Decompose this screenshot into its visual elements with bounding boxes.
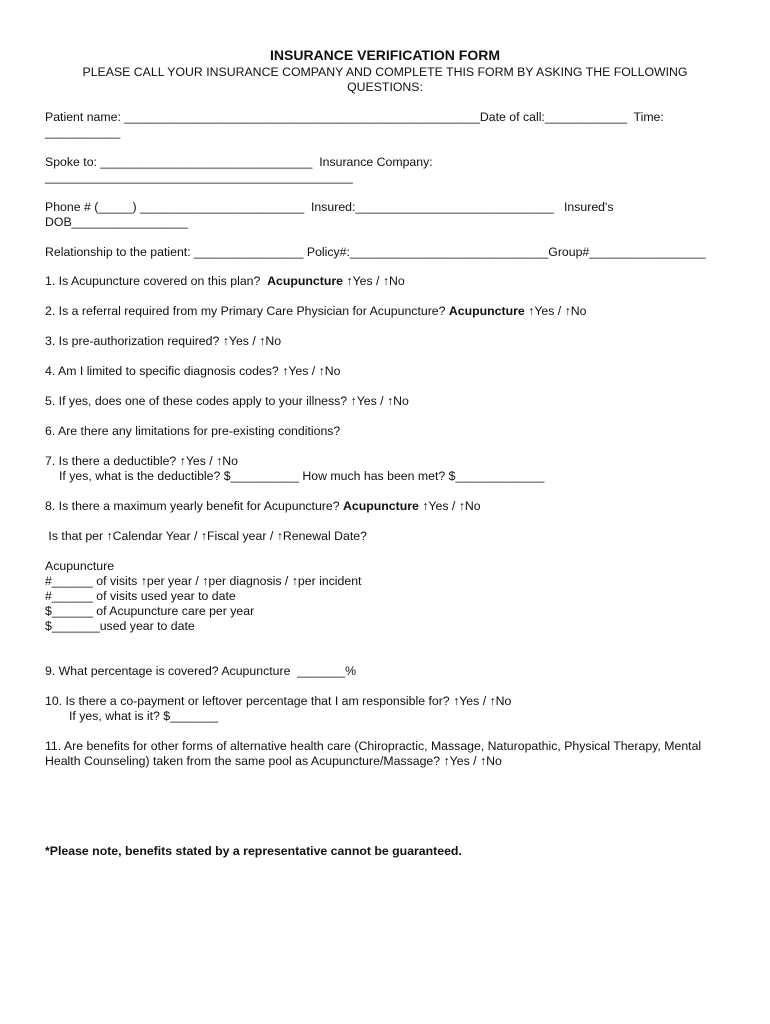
question-6: 6. Are there any limitations for pre-existing conditions? bbox=[45, 424, 341, 438]
visits-per-line[interactable]: #______ of visits ↑per year / ↑per diagnosis / ↑per incident bbox=[45, 574, 362, 588]
question-1-text: 1. Is Acupuncture covered on this plan? bbox=[45, 274, 268, 288]
spoke-to-line[interactable]: Spoke to: _______________________________ Insurance Company: bbox=[45, 155, 433, 169]
acupuncture-heading: Acupuncture bbox=[45, 559, 115, 573]
question-8-text: 8. Is there a maximum yearly benefit for Acupuncture? bbox=[45, 499, 344, 513]
insured-dob-line[interactable]: DOB_________________ bbox=[45, 215, 188, 229]
disclaimer-note: *Please note, benefits stated by a representative cannot be guaranteed. bbox=[45, 844, 462, 858]
phone-insured-line[interactable]: Phone # (_____) ________________________ Insured:_____________________________ Insured's bbox=[45, 200, 614, 214]
question-8-acupuncture-label: Acupuncture bbox=[343, 499, 419, 513]
question-2-text: 2. Is a referral required from my Primary Care Physician for Acupuncture? bbox=[45, 304, 449, 318]
patient-name-line[interactable]: Patient name: ____________________________________________________Date of call:____________ Time: bbox=[45, 110, 664, 124]
question-4[interactable]: 4. Am I limited to specific diagnosis codes? ↑Yes / ↑No bbox=[45, 364, 341, 378]
form-title: INSURANCE VERIFICATION FORM bbox=[270, 47, 500, 63]
question-1 bbox=[45, 274, 405, 289]
acupuncture-care-per-year-line[interactable]: $______ of Acupuncture care per year bbox=[45, 604, 255, 618]
question-1-acupuncture-label: Acupuncture bbox=[267, 274, 344, 288]
question-1-options[interactable]: ↑Yes / ↑No bbox=[343, 274, 405, 288]
question-7[interactable]: 7. Is there a deductible? ↑Yes / ↑No bbox=[45, 454, 238, 468]
question-10[interactable]: 10. Is there a co-payment or leftover percentage that I am responsible for? ↑Yes / ↑No bbox=[45, 694, 512, 708]
question-5[interactable]: 5. If yes, does one of these codes apply to your illness? ↑Yes / ↑No bbox=[45, 394, 409, 408]
question-9[interactable]: 9. What percentage is covered? Acupuncture _______% bbox=[45, 664, 357, 678]
dollars-used-line[interactable]: $_______used year to date bbox=[45, 619, 195, 633]
question-2 bbox=[45, 304, 587, 319]
relationship-policy-group-line[interactable]: Relationship to the patient: ________________ Policy#:_____________________________Group#_________________ bbox=[45, 245, 706, 259]
question-10-copay-line[interactable]: If yes, what is it? $_______ bbox=[69, 709, 219, 723]
visits-used-line[interactable]: #______ of visits used year to date bbox=[45, 589, 236, 603]
question-8 bbox=[45, 499, 481, 514]
question-2-options[interactable]: ↑Yes / ↑No bbox=[524, 304, 587, 318]
question-3[interactable]: 3. Is pre-authorization required? ↑Yes / ↑No bbox=[45, 334, 282, 348]
benefit-period-line[interactable]: Is that per ↑Calendar Year / ↑Fiscal year / ↑Renewal Date? bbox=[45, 529, 367, 543]
question-2-acupuncture-label: Acupuncture bbox=[448, 304, 525, 318]
question-7-deductible-line[interactable]: If yes, what is the deductible? $__________ How much has been met? $_____________ bbox=[59, 469, 545, 483]
question-11[interactable]: 11. Are benefits for other forms of alternative health care (Chiropractic, Massage, Naturopathic, Physical Therapy, Mental Health Counseling) taken from the same pool as Acupuncture/Massage? ↑Yes / ↑No bbox=[45, 739, 702, 768]
time-line-continuation[interactable]: ___________ bbox=[45, 125, 121, 139]
insurance-company-line-continuation[interactable]: _____________________________________________ bbox=[45, 170, 353, 184]
question-8-options[interactable]: ↑Yes / ↑No bbox=[418, 499, 481, 513]
form-subtitle: PLEASE CALL YOUR INSURANCE COMPANY AND COMPLETE THIS FORM BY ASKING THE FOLLOWING QUESTIONS: bbox=[82, 65, 688, 94]
